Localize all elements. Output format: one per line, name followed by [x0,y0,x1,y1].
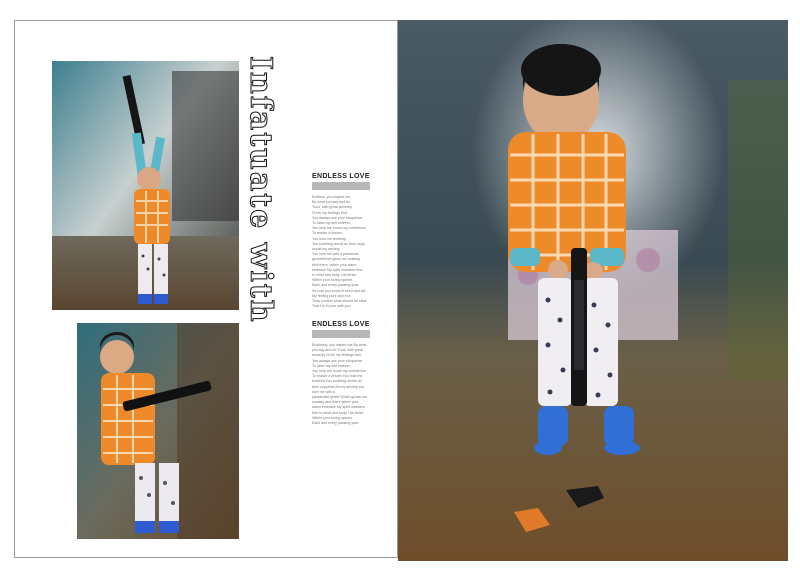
poem-line: Endless, you inspire me, [312,195,352,199]
poem-line: You help me boost my confidence [312,369,366,374]
poem-line: My feeling pure and true [312,293,351,298]
poem-line: You soothing words do then supp [312,241,366,246]
poem-line: In mind and body I do thrive [312,273,357,278]
poem-line: warm embrace My spirit wanders [312,405,365,410]
poem-line: Each and every passing year [312,283,359,288]
poem-text [312,343,384,426]
poem-line: Thus, with great sincerity, [312,205,353,210]
poem-line: passionate grace Which grows me [312,395,367,400]
poem-line: would my anxiety. [312,247,341,252]
poem-line: embrace My spirit wanders free, [312,267,364,272]
poem-line: And there, within your warm [312,262,357,267]
page-title: Infatuate with [243,56,278,324]
poem-line: free In mind and body I do thrive [312,410,364,415]
text-block-1 [312,173,384,309]
poem-line: To raise my self esteem, [312,221,351,226]
text-block-2 [312,321,384,426]
poem-line: You help me boost my confidence [312,226,366,231]
photo-child-raising-toy-gun [52,61,239,310]
poem-line: You love me with a passionat [312,252,359,257]
poem-line: Within your loving sphere [312,278,353,283]
heading-bar [312,182,370,190]
poem-line: You always use your eloquence [312,358,363,363]
poem-line: you say and do,Thus, with great [312,348,363,353]
poem-line: By what you say and do, [312,200,352,205]
poem-line: sincerity,I'll tell my feelings true. [312,353,363,358]
photo-child-holding-toy-gun [77,323,239,539]
poem-line: Within your loving sphere [312,415,353,420]
poem-line: You hold me tenderly, [312,236,347,241]
poem-line: I'll tell my feelings true. [312,210,349,215]
poem-line: You always use your eloquence [312,215,363,220]
poem-text [312,195,384,309]
section-heading: ENDLESS LOVE [312,321,370,328]
photo-child-with-toy-gun-large [398,20,788,561]
poem-line: To realize a dream.You hold me [312,374,363,379]
poem-line: They confirm what should be clear [312,299,367,304]
poem-line: That I'm in love with you. [312,304,352,309]
poem-line: Each and every passing year [312,421,359,426]
poem-line: Endlessly, you inspire me,By what [312,343,367,347]
poem-line: To realize a dream. [312,231,343,236]
heading-bar [312,330,370,338]
poem-line: then suppress All my anxiety.You [312,384,365,389]
poem-line: tenderly,You soothing words do [312,379,362,384]
poem-line: To raise my self esteem, [312,363,351,368]
poem-line: growsWhich gives me ecstasy. [312,257,361,262]
poem-line: ecstasy And there within your [312,400,359,405]
section-heading: ENDLESS LOVE [312,173,370,180]
poem-line: love me with a [312,389,335,394]
poem-line: So now you know in word and act [312,288,366,293]
